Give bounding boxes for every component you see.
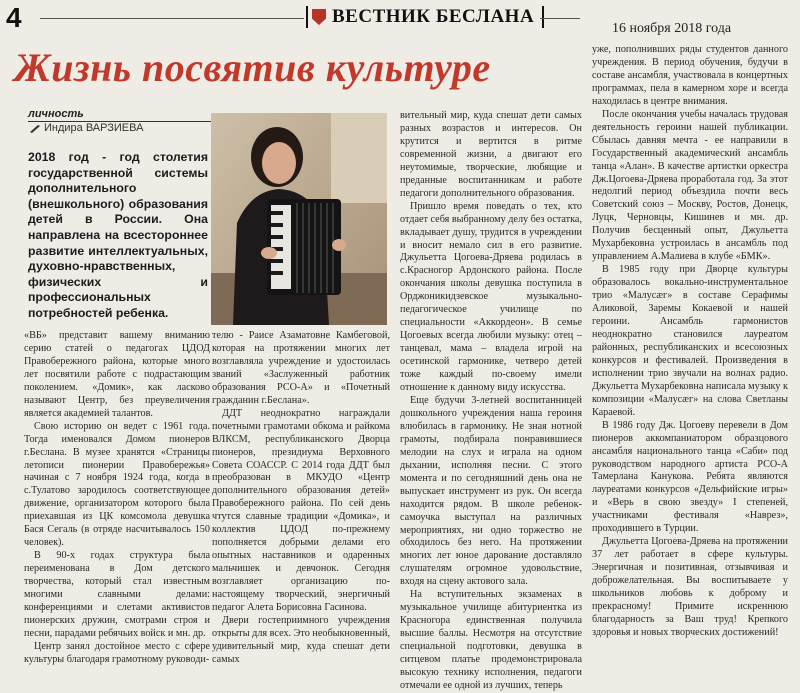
- paragraph: Двери гостеприимного учреждения открыты для всех. Это необыкновенный, удивительный мир, куда спешат дети самых: [212, 614, 390, 665]
- author-byline: Индира ВАРЗИЕВА: [44, 122, 144, 134]
- paragraph: Еще будучи 3-летней воспитанницей дошкольного учреждения наша героиня влюбилась в гармонику. Не зная нотной грамоты, подбирала понравившиеся мелодии на слух и играла на одном дыхании, исполняя песни. С этого момента и по сегодняшний день она не выпускает инструмент из рук. Он всегда находится рядом. В школе ребенок-самоучка выступал на различных мероприятиях, ни одно торжество не обходилось без него. На протяжении многих лет юное дарование доставляло слушателям огромное удовольствие, входя на сцену актового зала.: [400, 394, 582, 588]
- paragraph: В 1985 году при Дворце культуры образовалось вокально-инструментальное трио «Малусæг» в составе Серафимы Аликовой, Заремы Кокаевой и нашей героини. Ансамбль гармонистов неоднократно становился лауреатом районных, республиканских и всесоюзных конкурсов и фестивалей. Произведения в исполнении трио звучали на волнах радио. Джульетта Мухарбековна написала музыку к композиции «Малусæг» на слова Светланы Караевой.: [592, 264, 788, 418]
- pen-icon: [29, 123, 41, 133]
- paragraph: Пришло время поведать о тех, кто отдает себя выбранному делу без остатка, вкладывает душу, трудится в учреждении и вносит немало сил в его развитие. Джульетта Цогоева-Дряева родилась в с.Красногор Ардонского района. После окончания школы девушка поступила в Орджоникидзевское музыкально-педагогическое училище по специальности «Аккордеон». В семье Цогоевых всегда любили музыку: отец – танцевал, мама – владела игрой на осетинской гармонике, четверо детей тоже каждый по-своему имели отношение к данному виду искусства.: [400, 200, 582, 394]
- paragraph: В 1986 году Дж. Цогоеву перевели в Дом пионеров аккомпаниатором образцового ансамбля национального танца «Саби» под руководством народного артиста РСО-А Тамерлана Канукова. Ребята являются лауреатами конкурсов «Дельфийские игры» и «Верь в свою звезду» I степеней, участниками фестиваля «Наврез», проходившего в Турции.: [592, 419, 788, 535]
- header-rule-left: [40, 18, 304, 19]
- masthead: [306, 6, 544, 28]
- portrait-photo: [211, 113, 387, 325]
- issue-date: 16 ноября 2018 года: [612, 21, 732, 36]
- page-number: 4: [6, 2, 22, 33]
- paragraph: В 90-х годах структура была переименована в Дом детского творчества, который стал известным многими славными делами: конференциями и слетами активистов пионерских дружин, смотрами строя и песни, парадами ребячьих войск и мн. др.: [24, 550, 210, 639]
- paragraph: телю - Раисе Азаматовне Камбеговой, которая на протяжении многих лет возглавляла учреждение и удостоилась званий «Заслуженный работник образования РСО-А» и «Почетный гражданин г.Беслана».: [212, 330, 390, 406]
- lead-paragraph: 2018 год - год столетия государственной системы дополнительного (внешкольного) образования детей в России. Она направлена на всестороннее развитие интеллектуальных, духовно-нравственных, физических и профессиональных потребностей ребенка.: [28, 150, 208, 320]
- rubric: личность: [28, 108, 84, 120]
- article-column-2: [212, 330, 390, 667]
- paragraph: «ВБ» представит вашему вниманию серию статей о педагогах ЦДОД Правобережного района, которые много лет посвятили работе с подрастающим поколением. «Домик», как ласково называют Центр, без преувеличения является академией талантов.: [24, 330, 210, 419]
- article-column-4: [592, 44, 788, 640]
- paragraph: Джульетта Цогоева-Дряева на протяжении 37 лет работает в сфере культуры. Энергичная и позитивная, отзывчивая и доброжелательная. Вы воспитываете у школьников любовь к доброму и прекрасному! Примите искреннюю благодарность за Ваш труд! Крепкого здоровья и новых творческих достижений!: [592, 536, 788, 638]
- article-column-1: [24, 330, 210, 667]
- paragraph: Свою историю он ведет с 1961 года. Тогда именовался Домом пионеров г.Беслана. В музее хранятся «Страницы летописи пионерии Правобережья» начиная с 7 ноября 1924 года, когда в с.Тулатово зародилось соответствующее движение, организатором которого была приехавшая из ЦК комсомола девушка Бася Сегаль (в отряде насчитывалось 150 человек).: [24, 420, 210, 549]
- newspaper-title: ВЕСТНИК БЕСЛАНА: [332, 6, 535, 27]
- article-column-3: [400, 110, 582, 693]
- paragraph: Центр занял достойное место с сфере культуры благодаря грамотному руководи-: [24, 640, 210, 665]
- coat-of-arms-icon: [312, 9, 326, 25]
- paragraph: После окончания учебы началась трудовая деятельность героини нашей публикации. Сбылась давняя мечта - ее направили в Государственный академический ансамбль танца «Алан». В качестве артистки оркестра Дж.Цогоева-Дряева проработала год. За этот недолгий период объездила почти весь Советский союз – Москву, Ростов, Донецк, Луцк, Черновцы, Кишинев и мн. др. Получив бесценный опыт, Джульетта Мухарбековна устроилась в ансамбль под управлением А.Малиева в клубе «БМК».: [592, 108, 788, 263]
- paragraph: На вступительных экзаменах в музыкальное училище абитуриентка из Красногора единственная получила высшие баллы. Несмотря на отсутствие специальной подготовки, девушка в ситцевом платье продемонстрировала высокую технику исполнения, педагоги отмечали ее одной из лучших, теперь: [400, 589, 582, 691]
- paragraph: вительный мир, куда спешат дети самых разных возрастов и интересов. Он крутится и вертится в ритме современной жизни, а двигают его неутомимые, творческие, любящие и преданные воспитанникам и работе педагоги дополнительного образования.: [400, 110, 582, 199]
- headline: Жизнь посвятив культуре: [14, 45, 491, 90]
- paragraph: уже, пополнивших ряды студентов данного учреждения. В период обучения, будучи в составе ансамбля, участвовала в концертных программах, пела в камерном хоре и всегда находилась в центре внимания.: [592, 44, 788, 107]
- header-rule-right: [540, 18, 580, 19]
- paragraph: ДДТ неоднократно награждали почетными грамотами обкома и райкома ВЛКСМ, республиканского Дворца пионеров, президиума Верховного Совета СОАССР. С 2014 года ДДТ был преобразован в МКУДО «Центр дополнительного образования детей» Правобережного района. По сей день чтутся славные традиции «Домика», и коллектив ЦДОД по-прежнему пополняется добрыми делами его опытных наставников и одаренных мальчишек и девчонок. Сегодня возглавляет организацию по-настоящему творческий, энергичный педагог Алета Борисовна Гасинова.: [212, 407, 390, 614]
